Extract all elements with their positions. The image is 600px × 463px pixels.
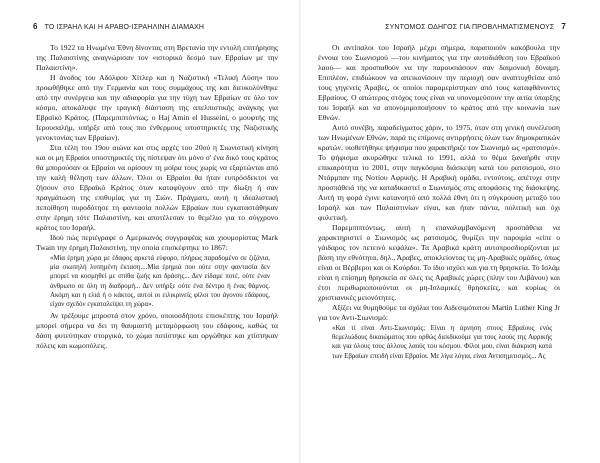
paragraph: Ιδού πώς περιέγραφε ο Αμερικανός συγγραφέας και χιουμορίστας Mark Twain την έρημη Παλαιστίνη, την οποία επισκέφτηκε το 1867: (36, 233, 278, 252)
paragraph: Στα τέλη του 19ου αιώνα και στις αρχές του 20ού η Σιωνιστική κίνηση και οι μη Εβραίοι υποστηρικτές της πίστεψαν ότι μόνο σ' ένα δικό τους κράτος θα μπορούσαν οι Εβραίοι να ορίσουν τη μοίρα τους χωρίς να εξαρτώνται από την καλή θέληση των άλλων. Όλοι οι Εβραίοι θα ήταν ευπρόσδεκτοι να ζήσουν στο Εβραϊκό Κράτος όταν καταφύγουν από την δίωξη ή σαν πραγμάτωση της επιθυμίας για τη Σιών. Πράγματι, αυτή η ιδεαλιστική πεποίθηση πυροδότησε τη φαντασία πολλών Εβραίων που εγκαταστάθηκαν στην έρημη τότε Παλαιστίνη, και αποτέλεσαν το θεμέλιο για το σύγχρονο κράτος του Ισραήλ. (36, 143, 278, 232)
left-page-number: 6 (33, 22, 38, 31)
paragraph: Αν τρέξουμε μπροστά στον χρόνο, οποιοσδήποτε επισκέπτης του Ισραήλ μπορεί σήμερα να δει τη θαυμαστή μεταμόρφωση του εδάφους, καθώς τα δάση φυτεύτηκαν στοργικά, το χώμα ποτίστηκε και οργώθηκε και χτίστηκαν πόλεις και κωμοπόλεις. (36, 311, 278, 351)
left-running-title: ΤΟ ΙΣΡΑΗΛ ΚΑΙ Η ΑΡΑΒΟ-ΙΣΡΑΗΛΙΝΗ ΔΙΑΜΑΧΗ (44, 24, 205, 31)
paragraph: Παρεμπιπτόντως, αυτή η επαναλαμβανόμενη προσπάθεια να χαρακτηριστεί ο Σιωνισμός ως ρατσισμός, θυμίζει την παροιμία «είπε ο γάιδαρος τον πετεινό κεφάλα». Τα Αραβικά κράτη αυτοπροσδιορίζονται με βάση την εθνότητα, δηλ., Άραβες, αποκλείοντας τις μη-Αραβικές ομάδες, όπως είναι οι Βέρβεροι και οι Κούρδοι. Το ίδιο ισχύει και για τη θρησκεία. Το Ισλάμ είναι η επίσημη θρησκεία σε όλες τις Αραβικές χώρες (πλην του Λιβάνου) και έτσι περιθωριοποιούνται οι μη-Ισλαμικές θρησκείες, και κυρίως οι χριστιανικές μειονότητες. (318, 223, 560, 302)
twain-quote: «Μία έρημη χώρα με έδαφος αρκετά εύφορο, πλήρως παραδομένο σε ζιζάνια, μία σιωπηλή λυπημένη έκταση....Μία έρημιά που ούτε στην φαντασία δεν μπορεί να κοσμηθεί με σπίθα ζωής και δράσης... Δεν είδαμε ποτέ, ούτε έναν άνθρωπο σε όλη τη διαδρομή... Δεν υπήρξε ούτε ένα δέντρο ή ένας θάμνος. Ακόμη και η ελιά ή ο κάκτος, αυτοί οι ειλικρινείς φίλοι του άγονου εδάφους, είχαν σχεδόν εγκαταλείψει τη χώρα». (50, 255, 270, 309)
left-running-head (33, 22, 204, 31)
paragraph: Αξίζει να θυμηθούμε τα σχόλια του Αιδεσιμότατου Martin Luther King Jr για τον Αντι-Σιωνισμό: (318, 303, 560, 322)
right-page-number: 7 (561, 22, 566, 31)
right-running-title: ΣΥΝΤΟΜΟΣ ΟΔΗΓΟΣ ΓΙΑ ΠΡΟΒΛΗΜΑΤΙΣΜΕΝΟΥΣ (385, 24, 555, 31)
paragraph: Το 1922 τα Ηνωμένα Έθνη δίνοντας στη Βρετανία την εντολή επιτήρησης της Παλαιστίνης αναγνώρισαν τον «ιστορικό δεσμό των Εβραίων με την Παλαιστίνη». (36, 43, 278, 72)
right-page (300, 0, 600, 463)
paragraph: Οι αντίπαλοι του Ισραήλ μέχρι σήμερα, παραποιούν κακόβουλα την έννοια του Σιωνισμού —του κινήματος για την αυτοδιάθεση του Εβραϊκού λαού— και προσπαθούν να την παρουσιάσουν σαν δαιμονική δύναμη. Επιπλέον, επιδιώκουν να απεικονίσουν την περιοχή σαν αναπτυχθείσα από τους γηγενείς Άραβες, οι οποίοι παραμερίστηκαν από τους καταφθάνοντες Εβραίους. Ο απώτερος στόχος τους είναι να υπονομεύσουν την αιτία ύπαρξης του Ισραήλ και να απονομιμοποιήσουν το κράτος από την κοινωνία των Εθνών. (318, 43, 560, 122)
right-text-column (318, 43, 560, 363)
left-text-column (36, 43, 278, 351)
paragraph: Η άνοδος του Αδόλφου Χίτλερ και η Ναζιστική «Τελική Λύση» που προωθήθηκε από την Γερμανία και τους συμμάχους της και διευκολύνθηκε από την συνέργεια και την αδιαφορία για την τύχη των Εβραίων σε όλο τον κόσμο, αποκάλυψε την τραγική διάσταση της απελπιστικής ανάγκης για Εβραϊκό Κράτος. (Παρεμπιπτόντως, ο Haj Amin el Husseini, ο μουφτής της Ιερουσαλήμ, υπήρξε από τους πιο ένθερμους υποστηρικτές της Ναζιστικής γενοκτονίας των Εβραίων). (36, 73, 278, 142)
mlk-quote: «Και τί είναι Αντι-Σιωνισμός; Είναι η άρνηση στους Εβραίους ενός θεμελιώδους δικαιώματος που ορθώς διεκδικούμε για τους λαούς της Αφρικής και για όλους τους άλλους λαούς του κόσμου. Φίλοι μου, είναι διάκριση κατά των Εβραίων επειδή είναι Εβραίοι. Με λίγα λόγια, είναι Αντισημιτισμός... Ας (332, 325, 552, 360)
right-running-head (385, 22, 566, 31)
paragraph: Αυτό συνέβη, παραδείγματος χάριν, το 1975, όταν στη γενική συνέλευση των Ηνωμένων Εθνών, παρά τις επίμονες αντιρρήσεις όλων των δημοκρατικών κρατών, υιοθετήθηκε ψήφισμα που χαρακτήριζε τον Σιωνισμό ως «ρατσισμό». Το ψήφισμα ακυρώθηκε τελικά το 1991, αλλά το θέμα ξαναήρθε στην επικαιρότητα το 2001, στην παγκόσμια διάσκεψη κατά του ρατσισμού, στο Ντάρμπαν της Νοτίου Αφρικής. Η Αραβική ομάδα, εντούτοις, απέτυχε στην προσπάθειά της να καταδικαστεί ο Σιωνισμός στις αποφάσεις της διάσκεψης. Αυτή τη φορά έγινε κατανοητό από πολλά έθνη ότι η σύγκρουση μεταξύ του Ισραήλ και των Παλαιστινίων είναι, και ήταν πάντα, πολιτική και όχι φυλετική. (318, 123, 560, 222)
